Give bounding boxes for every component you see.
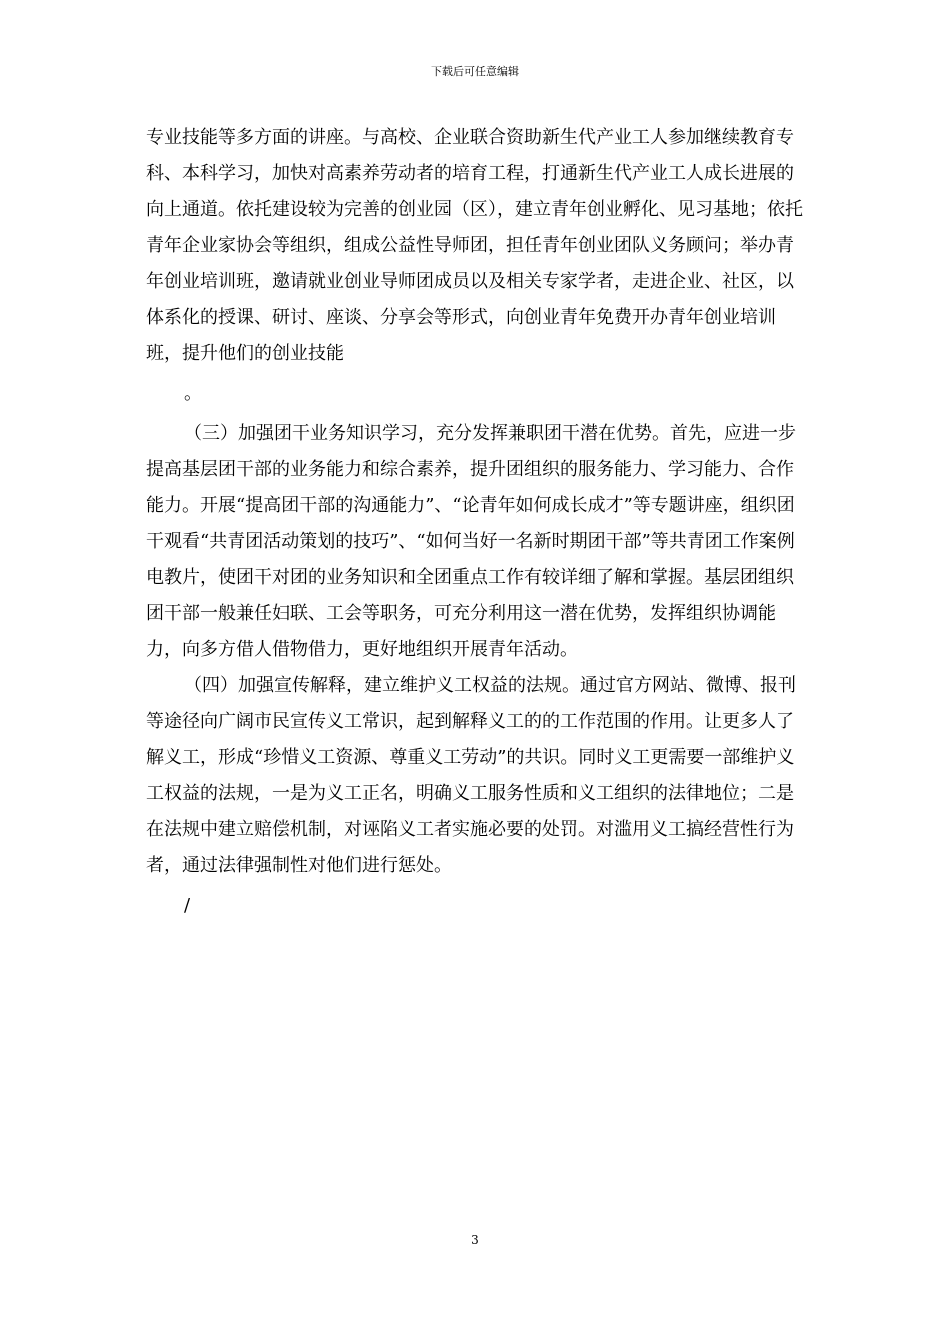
document-body: [146, 120, 810, 924]
paragraph-section-4: （四）加强宣传解释，建立维护义工权益的法规。通过官方网站、微博、报刊等途径向广阔市民宣传义工常识，起到解释义工的的工作范围的作用。让更多人了解义工，形成“珍惜义工资源、尊重义工劳动”的共识。同时义工更需要一部维护义工权益的法规，一是为义工正名，明确义工服务性质和义工组织的法律地位；二是在法规中建立赔偿机制，对诬陷义工者实施必要的处罚。对滥用义工搞经营性行为者，通过法律强制性对他们进行惩处。: [146, 675, 796, 876]
paragraph-section-3: （三）加强团干业务知识学习，充分发挥兼职团干潜在优势。首先，应进一步提高基层团干部的业务能力和综合素养，提升团组织的服务能力、学习能力、合作能力。开展“提高团干部的沟通能力”、“论青年如何成长成才”等专题讲座，组织团干观看“共青团活动策划的技巧”、“如何当好一名新时期团干部”等共青团工作案例电教片，使团干对团的业务知识和全团重点工作有较详细了解和掌握。基层团组织团干部一般兼任妇联、工会等职务，可充分利用这一潜在优势，发挥组织协调能力，向多方借人借物借力，更好地组织开展青年活动。: [146, 423, 796, 660]
paragraph-continued: 专业技能等多方面的讲座。与高校、企业联合资助新生代产业工人参加继续教育专科、本科学习，加快对高素养劳动者的培育工程，打通新生代产业工人成长进展的向上通道。依托建设较为完善的创业园（区），建立青年创业孵化、见习基地；依托青年企业家协会等组织，组成公益性导师团，担任青年创业团队义务顾问；举办青年创业培训班，邀请就业创业导师团成员以及相关专家学者，走进企业、社区，以体系化的授课、研讨、座谈、分享会等形式，向创业青年免费开办青年创业培训班，提升他们的创业技能: [146, 127, 803, 364]
paragraph-slash: /: [184, 895, 191, 916]
page-number: 3: [471, 1233, 479, 1247]
page-header: 下载后可任意编辑: [431, 65, 519, 78]
paragraph-period: 。: [184, 383, 202, 404]
